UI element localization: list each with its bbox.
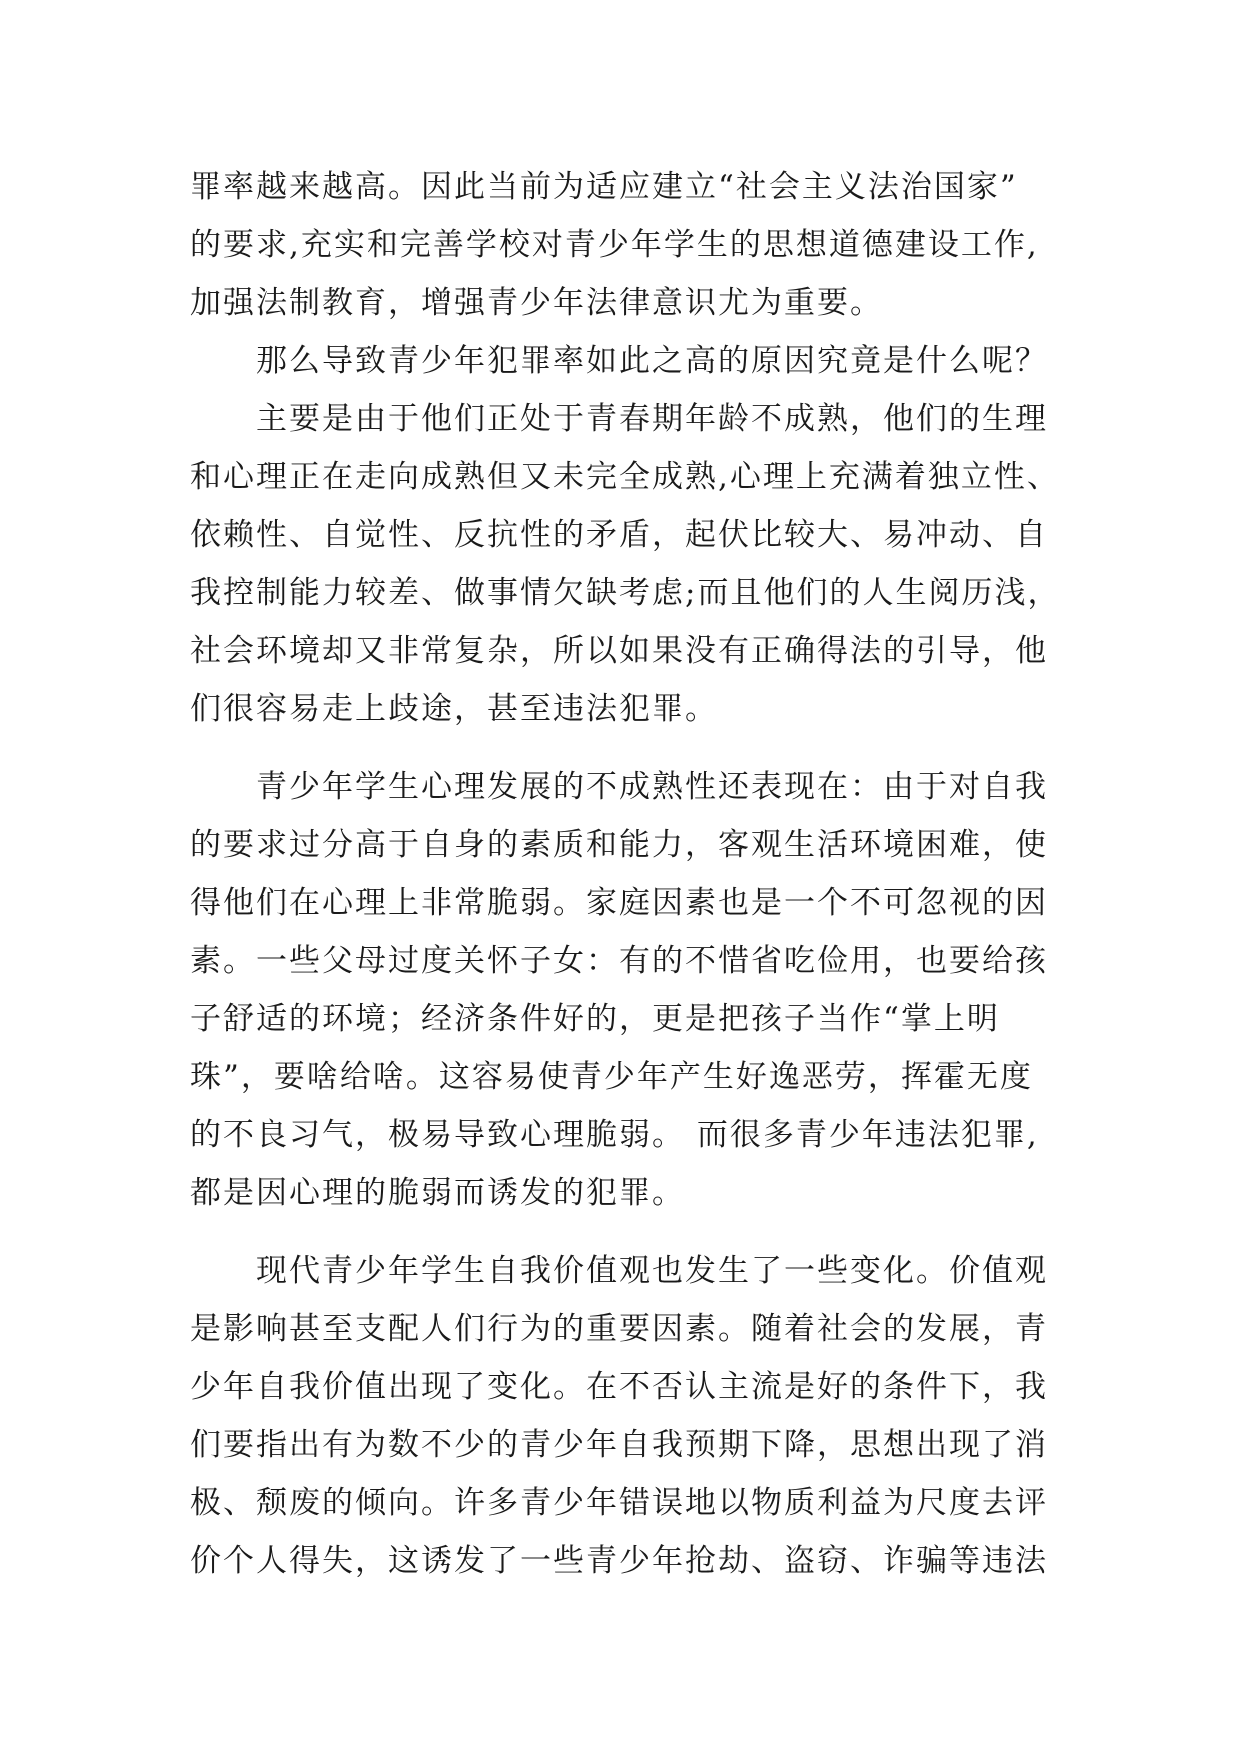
text-line: 的不良习气，极易导致心理脆弱。 而很多青少年违法犯罪, xyxy=(190,1117,1039,1153)
text-line: 的要求过分高于自身的素质和能力，客观生活环境困难，使 xyxy=(190,827,1048,863)
text-line: 都是因心理的脆弱而诱发的犯罪。 xyxy=(190,1175,685,1211)
text-line: 加强法制教育，增强青少年法律意识尤为重要。 xyxy=(190,285,883,321)
text-line: 们很容易走上歧途，甚至违法犯罪。 xyxy=(190,691,718,727)
paragraph-first-line: 那么导致青少年犯罪率如此之高的原因究竟是什么呢？ xyxy=(256,343,1048,379)
text-line: 的要求,充实和完善学校对青少年学生的思想道德建设工作, xyxy=(190,227,1039,263)
paragraph-first-line: 现代青少年学生自我价值观也发生了一些变化。价值观 xyxy=(256,1253,1048,1289)
text-line: 子舒适的环境；经济条件好的，更是把孩子当作“掌上明 xyxy=(190,1001,1000,1037)
text-line: 社会环境却又非常复杂，所以如果没有正确得法的引导，他 xyxy=(190,633,1048,669)
text-line: 极、颓废的倾向。许多青少年错误地以物质利益为尺度去评 xyxy=(190,1485,1048,1521)
text-line: 得他们在心理上非常脆弱。家庭因素也是一个不可忽视的因 xyxy=(190,885,1048,921)
text-line: 我控制能力较差、做事情欠缺考虑;而且他们的人生阅历浅， xyxy=(190,575,1061,611)
text-line: 们要指出有为数不少的青少年自我预期下降，思想出现了消 xyxy=(190,1427,1048,1463)
paragraph-first-line: 青少年学生心理发展的不成熟性还表现在：由于对自我 xyxy=(256,769,1048,805)
text-line: 依赖性、自觉性、反抗性的矛盾，起伏比较大、易冲动、自 xyxy=(190,517,1048,553)
text-line: 是影响甚至支配人们行为的重要因素。随着社会的发展，青 xyxy=(190,1311,1048,1347)
document-body xyxy=(190,158,1060,1590)
text-line: 价个人得失，这诱发了一些青少年抢劫、盗窃、诈骗等违法 xyxy=(190,1543,1048,1579)
text-line: 罪率越来越高。因此当前为适应建立“社会主义法治国家” xyxy=(190,169,1018,205)
text-line: 和心理正在走向成熟但又未完全成熟,心理上充满着独立性、 xyxy=(190,459,1060,495)
paragraph-gap xyxy=(190,1222,1060,1242)
text-line: 素。一些父母过度关怀子女：有的不惜省吃俭用，也要给孩 xyxy=(190,943,1048,979)
text-line: 少年自我价值出现了变化。在不否认主流是好的条件下，我 xyxy=(190,1369,1048,1405)
paragraph-first-line: 主要是由于他们正处于青春期年龄不成熟，他们的生理 xyxy=(256,401,1048,437)
paragraph-gap xyxy=(190,738,1060,758)
text-line: 珠”，要啥给啥。这容易使青少年产生好逸恶劳，挥霍无度 xyxy=(190,1059,1033,1095)
